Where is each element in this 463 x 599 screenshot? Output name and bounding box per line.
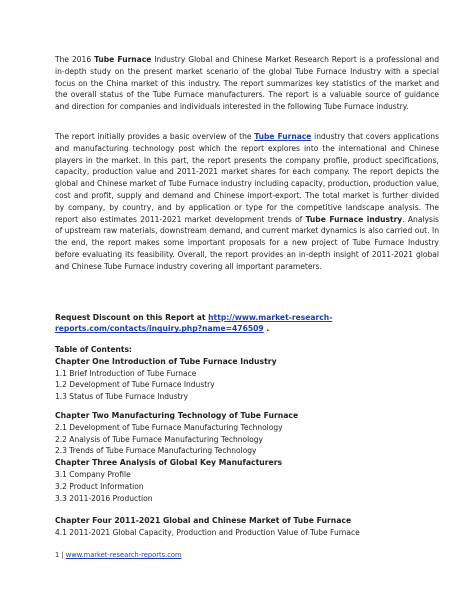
toc-item: 1.2 Development of Tube Furnace Industry [55, 380, 215, 390]
intro-paragraph-1 [55, 54, 439, 113]
text-run: Industry Global and Chinese Market Research Report is a professional and in-depth study on the present market scenario of the global Tube Furnace Industry with a special focus on the China market of this industry. The report summarizes key statistics of the market and the overall status of the Tube Furnace manufacturers. The report is a valuable source of guidance and direction for companies and individuals interested in the following Tube Furnace industry. [55, 55, 440, 112]
toc-heading: Table of Contents: [55, 345, 132, 354]
toc-item: 3.2 Product Information [55, 481, 144, 491]
intro-paragraph-2 [55, 131, 439, 273]
tube-furnace-link[interactable]: Tube Furnace [254, 132, 312, 141]
toc-item: 1.1 Brief Introduction of Tube Furnace [55, 368, 197, 378]
table-of-contents [55, 344, 439, 403]
text-run: The 2016 [55, 55, 95, 64]
page-footer [55, 551, 182, 559]
text-run: . Analysis of upstream raw materials, downstream demand, and current market dynamics is also carried out. In the end, the report makes some important proposals for a new project of Tube Furnace Industry before evaluating its feasibility. Overall, the report provides an in-depth insight of 2011-2021 global and Chinese Tube Furnace industry covering all important parameters. [55, 214, 439, 271]
chapter-heading: Chapter Three Analysis of Global Key Manufacturers [55, 458, 283, 468]
request-label: Request Discount on this Report at [55, 313, 209, 322]
chapter-heading: Chapter Two Manufacturing Technology of Tube Furnace [55, 411, 299, 420]
table-of-contents-part-3 [55, 515, 439, 539]
toc-item: 2.1 Development of Tube Furnace Manufacturing Technology [55, 422, 283, 432]
request-discount [55, 312, 439, 335]
chapter-heading: Chapter Four 2011-2021 Global and Chinese Market of Tube Furnace [55, 516, 352, 525]
toc-item: 1.3 Status of Tube Furnace Industry [55, 392, 189, 402]
text-run: . [263, 324, 270, 334]
text-run: The report initially provides a basic overview of the [55, 132, 255, 141]
chapter-heading: Chapter One Introduction of Tube Furnace Industry [55, 356, 277, 366]
toc-item: 3.1 Company Profile [55, 469, 131, 479]
bold-term: Tube Furnace [94, 55, 152, 64]
footer-link[interactable]: www.market-research-reports.com [65, 551, 182, 559]
toc-item: 3.3 2011-2016 Production [55, 493, 153, 503]
text-run: industry that covers applications and manufacturing technology post which the report explores into the international and Chinese players in the market. In this part, the report presents the company profile, product specifications, capacity, production value and 2011-2021 market shares for each company. The report depicts the global and Chinese market of Tube Furnace industry including capacity, production, production value, cost and profit, supply and demand and Chinese import-export. The total market is further divided by company, by country, and by application or type for the competitive landscape analysis. The report also estimates 2011-2021 market development trends of [55, 132, 439, 224]
toc-item: 2.2 Analysis of Tube Furnace Manufacturing Technology [55, 434, 263, 444]
inquiry-link[interactable]: http://www.market-research-reports.com/contacts/inquiry.php?name=476509 [55, 313, 333, 334]
table-of-contents-part-2 [55, 410, 439, 504]
bold-term: Tube Furnace industry [305, 214, 403, 224]
toc-item: 2.3 Trends of Tube Furnace Manufacturing Technology [55, 446, 257, 456]
page-number: 1 | [55, 551, 66, 559]
toc-item: 4.1 2011-2021 Global Capacity, Production and Production Value of Tube Furnace [55, 527, 360, 537]
